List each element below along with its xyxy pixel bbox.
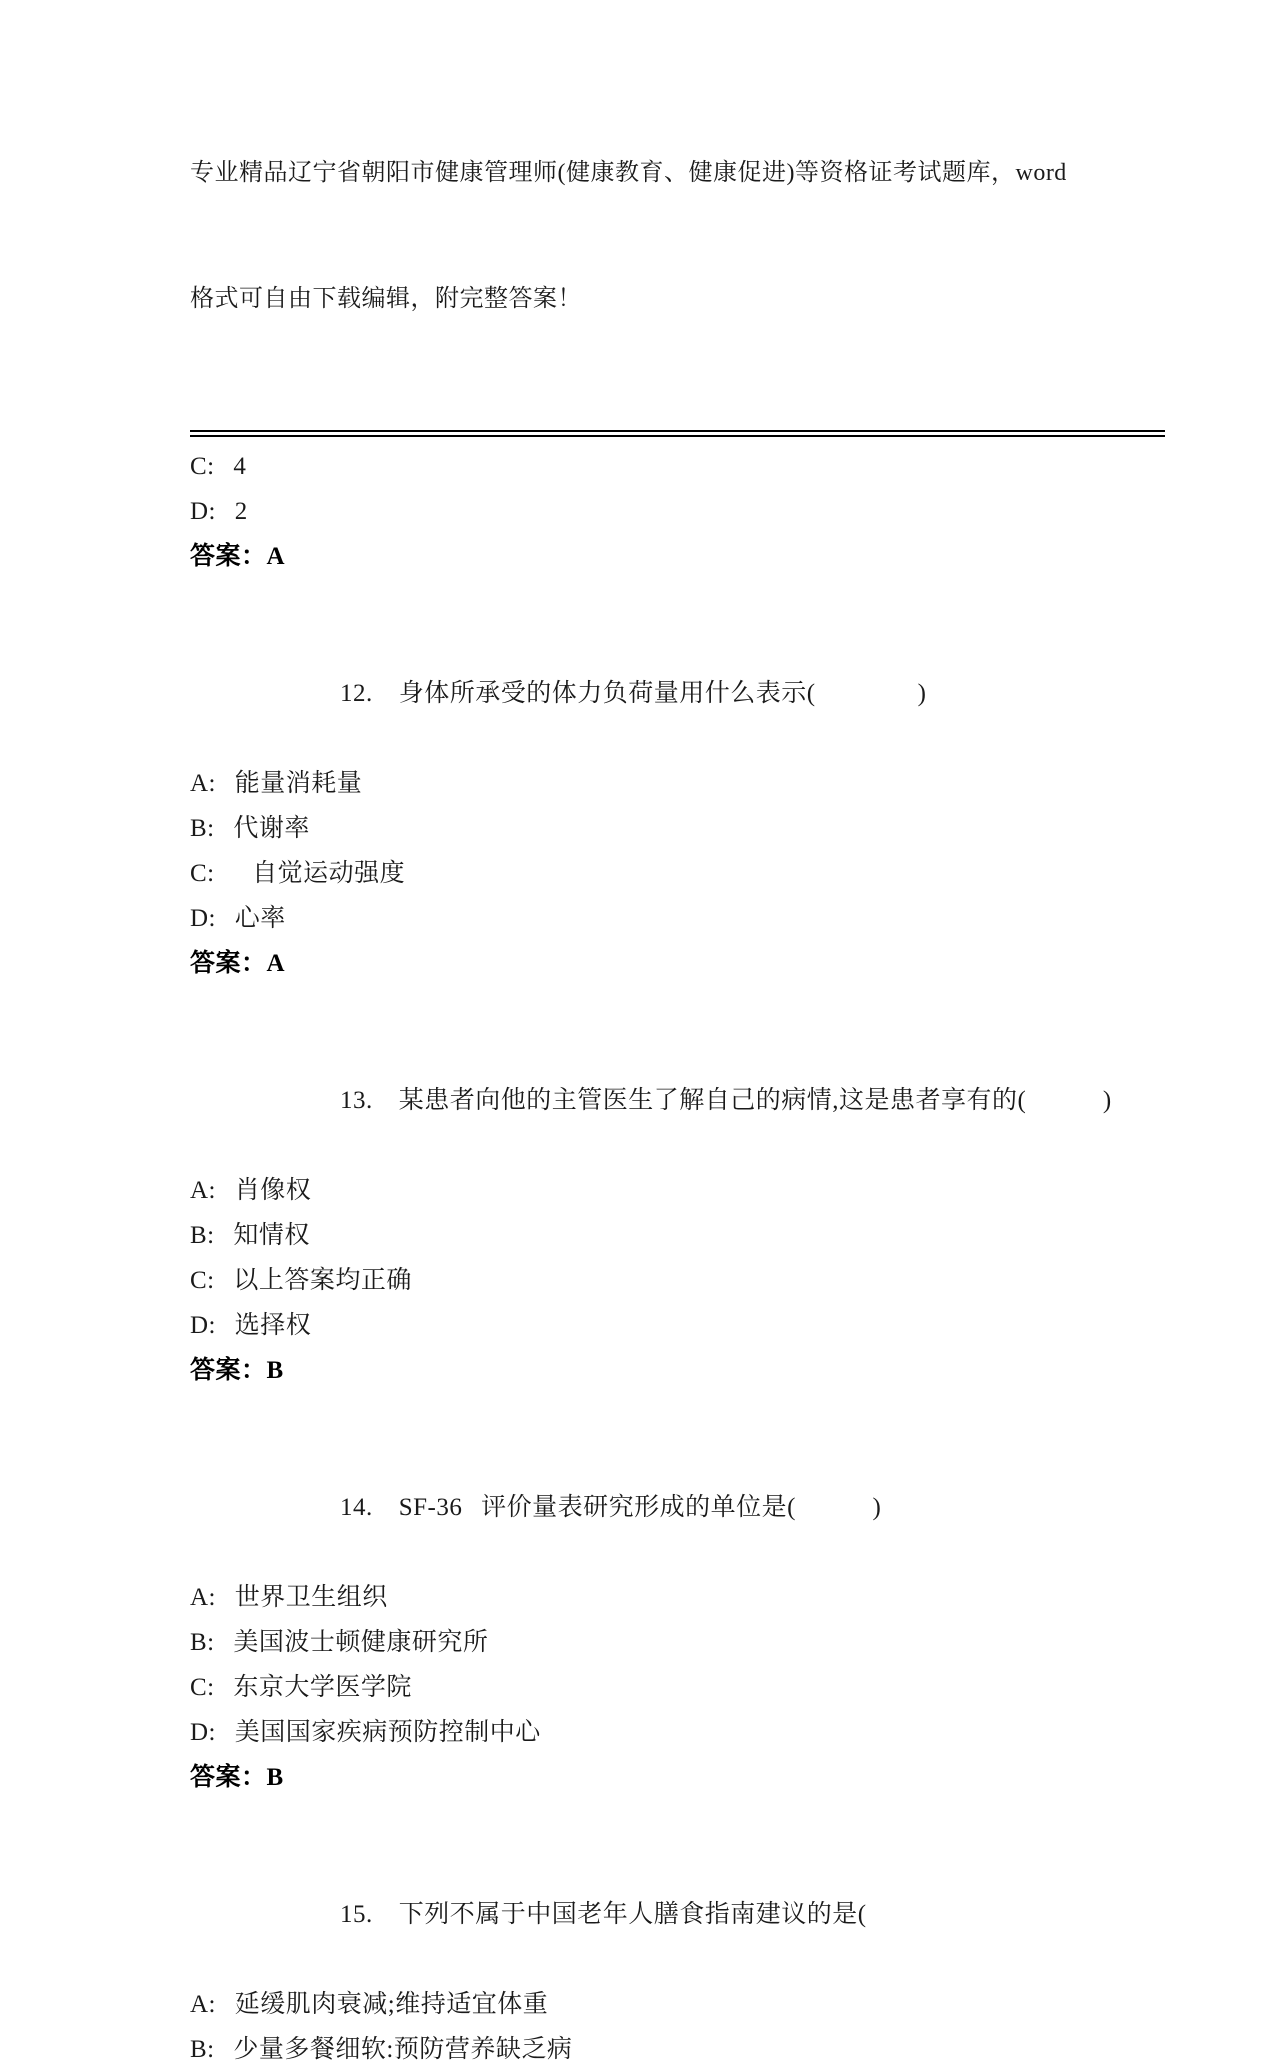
page-header (190, 68, 1165, 404)
question-15-number: 15. (340, 1901, 373, 1928)
question-12-option-a: A: 能量消耗量 (190, 770, 363, 797)
header-text-line2: 格式可自由下载编辑，附完整答案！ (190, 286, 582, 312)
header-separator-rule (190, 430, 1165, 437)
question-12-option-c: C: 自觉运动强度 (190, 860, 406, 887)
question-12-answer: 答案：A (190, 950, 286, 977)
question-14-number: 14. (340, 1494, 373, 1521)
question-12-text: 身体所承受的体力负荷量用什么表示( ) (398, 680, 927, 707)
question-15-option-a: A: 延缓肌肉衰减;维持适宜体重 (190, 1991, 549, 2018)
question-13 (190, 1033, 1165, 1393)
carryover-option-d: D: 2 (190, 498, 248, 525)
question-13-answer: 答案：B (190, 1357, 284, 1384)
header-text-line1: 专业精品辽宁省朝阳市健康管理师(健康教育、健康促进)等资格证考试题库，word (190, 160, 1067, 186)
question-15-option-b: B: 少量多餐细软:预防营养缺乏病 (190, 2036, 573, 2063)
question-14-option-c: C: 东京大学医学院 (190, 1674, 412, 1701)
question-14-stem (190, 1440, 1165, 1575)
question-15-stem (190, 1847, 1165, 1982)
question-13-stem (190, 1033, 1165, 1168)
question-13-option-b: B: 知情权 (190, 1222, 310, 1249)
question-14-answer: 答案：B (190, 1764, 284, 1791)
question-14-text: SF-36 评价量表研究形成的单位是( ) (398, 1494, 882, 1521)
question-13-option-a: A: 肖像权 (190, 1177, 312, 1204)
question-12-option-d: D: 心率 (190, 905, 286, 932)
question-12-stem (190, 626, 1165, 761)
carryover-option-c: C: 4 (190, 453, 247, 480)
question-12-number: 12. (340, 680, 373, 707)
question-14-option-a: A: 世界卫生组织 (190, 1584, 388, 1611)
carryover-answer: 答案：A (190, 543, 286, 570)
question-14-option-b: B: 美国波士顿健康研究所 (190, 1629, 489, 1656)
question-13-number: 13. (340, 1087, 373, 1114)
question-13-text: 某患者向他的主管医生了解自己的病情,这是患者享有的( ) (398, 1087, 1112, 1114)
question-13-option-c: C: 以上答案均正确 (190, 1267, 412, 1294)
question-15 (190, 1847, 1165, 2072)
question-12 (190, 626, 1165, 986)
document-content (190, 444, 1165, 2072)
question-15-text: 下列不属于中国老年人膳食指南建议的是( (398, 1901, 867, 1928)
question-14-option-d: D: 美国国家疾病预防控制中心 (190, 1719, 541, 1746)
question-13-option-d: D: 选择权 (190, 1312, 312, 1339)
question-12-option-b: B: 代谢率 (190, 815, 310, 842)
question-14 (190, 1440, 1165, 1800)
